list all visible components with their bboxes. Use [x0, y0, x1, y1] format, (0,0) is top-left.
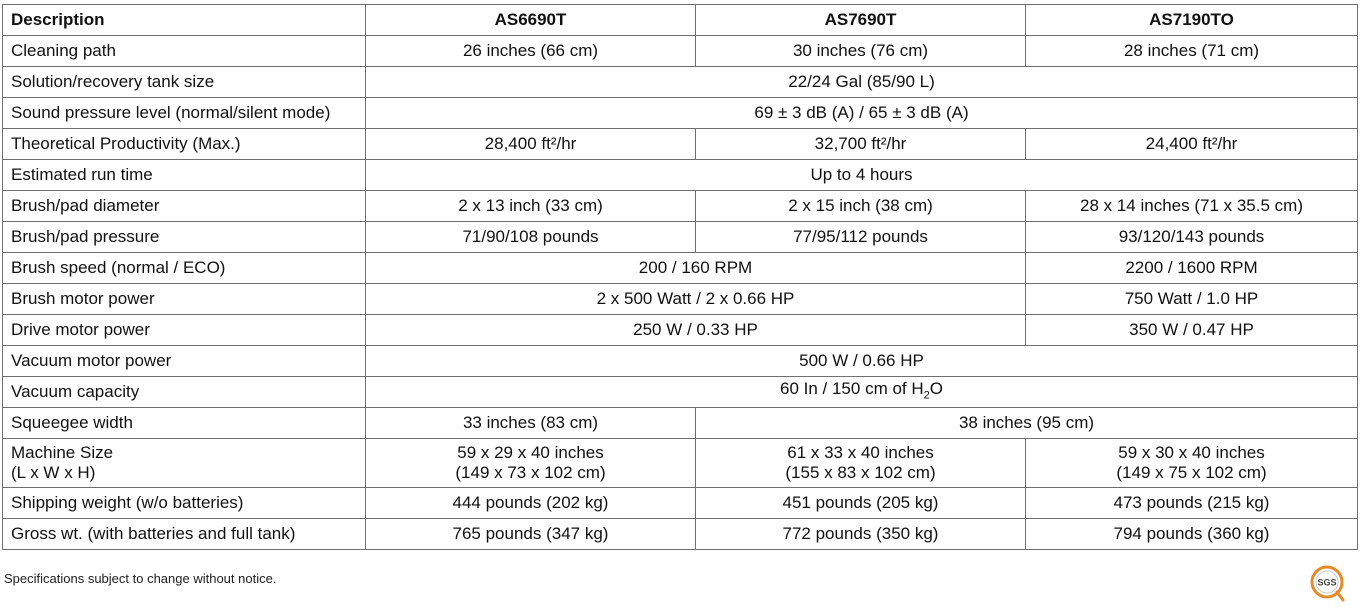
row-label: Drive motor power [3, 315, 366, 346]
row-label: Estimated run time [3, 160, 366, 191]
row-label: Cleaning path [3, 36, 366, 67]
row-label: Vacuum capacity [3, 377, 366, 408]
cell-value: 451 pounds (205 kg) [696, 488, 1026, 519]
header-row [3, 5, 1358, 36]
footnote: Specifications subject to change without notice. [4, 571, 277, 586]
subscript-text: 2 [923, 389, 930, 402]
row-label: Brush motor power [3, 284, 366, 315]
row-label: Vacuum motor power [3, 346, 366, 377]
header-model-3: AS7190TO [1026, 5, 1358, 36]
cell-value: 2 x 13 inch (33 cm) [366, 191, 696, 222]
header-model-2: AS7690T [696, 5, 1026, 36]
cell-value: 24,400 ft²/hr [1026, 129, 1358, 160]
row-label [3, 439, 366, 488]
row-label: Sound pressure level (normal/silent mode) [3, 98, 366, 129]
cell-value: 772 pounds (350 kg) [696, 519, 1026, 550]
row-label: Shipping weight (w/o batteries) [3, 488, 366, 519]
cell-value: 2200 / 1600 RPM [1026, 253, 1358, 284]
value-text: 60 In / 150 cm of H [780, 378, 924, 398]
table-row [3, 488, 1358, 519]
cell-value [1026, 439, 1358, 488]
cell-value [366, 439, 696, 488]
label-line: Machine Size [11, 443, 114, 462]
value-line: (149 x 73 x 102 cm) [455, 463, 606, 482]
cell-value: 350 W / 0.47 HP [1026, 315, 1358, 346]
row-label: Brush/pad diameter [3, 191, 366, 222]
cell-value: 30 inches (76 cm) [696, 36, 1026, 67]
cell-value: 77/95/112 pounds [696, 222, 1026, 253]
header-model-1: AS6690T [366, 5, 696, 36]
value-line: 59 x 30 x 40 inches [1118, 443, 1265, 462]
row-label: Brush speed (normal / ECO) [3, 253, 366, 284]
table-row [3, 67, 1358, 98]
value-line: 59 x 29 x 40 inches [457, 443, 604, 462]
cell-value: 765 pounds (347 kg) [366, 519, 696, 550]
value-line: (155 x 83 x 102 cm) [785, 463, 936, 482]
row-label: Brush/pad pressure [3, 222, 366, 253]
table-row [3, 191, 1358, 222]
cell-value: 794 pounds (360 kg) [1026, 519, 1358, 550]
value-text: O [929, 378, 943, 398]
cell-value: 71/90/108 pounds [366, 222, 696, 253]
label-line: (L x W x H) [11, 463, 96, 482]
cell-value: 28,400 ft²/hr [366, 129, 696, 160]
table-row [3, 36, 1358, 67]
cell-value: 750 Watt / 1.0 HP [1026, 284, 1358, 315]
cell-value: 200 / 160 RPM [366, 253, 1026, 284]
cell-value: 250 W / 0.33 HP [366, 315, 1026, 346]
table-row [3, 129, 1358, 160]
cell-value: 28 x 14 inches (71 x 35.5 cm) [1026, 191, 1358, 222]
header-description: Description [3, 5, 366, 36]
sgs-certification-logo [1307, 564, 1347, 604]
table-row [3, 315, 1358, 346]
value-line: (149 x 75 x 102 cm) [1116, 463, 1267, 482]
cell-value [366, 377, 1358, 408]
table-row [3, 519, 1358, 550]
cell-value: 2 x 500 Watt / 2 x 0.66 HP [366, 284, 1026, 315]
cell-value: 444 pounds (202 kg) [366, 488, 696, 519]
table-row [3, 222, 1358, 253]
row-label: Theoretical Productivity (Max.) [3, 129, 366, 160]
table-row [3, 98, 1358, 129]
cell-value [696, 439, 1026, 488]
cell-value: 32,700 ft²/hr [696, 129, 1026, 160]
cell-value: 26 inches (66 cm) [366, 36, 696, 67]
value-line: 61 x 33 x 40 inches [787, 443, 934, 462]
cell-value: 93/120/143 pounds [1026, 222, 1358, 253]
cell-value: Up to 4 hours [366, 160, 1358, 191]
table-row [3, 439, 1358, 488]
table-row [3, 408, 1358, 439]
table-row [3, 377, 1358, 408]
logo-text: SGS [1317, 577, 1337, 588]
cell-value: 33 inches (83 cm) [366, 408, 696, 439]
table-row [3, 253, 1358, 284]
table-row [3, 160, 1358, 191]
table-row [3, 284, 1358, 315]
cell-value: 500 W / 0.66 HP [366, 346, 1358, 377]
table-row [3, 346, 1358, 377]
cell-value: 38 inches (95 cm) [696, 408, 1358, 439]
cell-value: 28 inches (71 cm) [1026, 36, 1358, 67]
row-label: Squeegee width [3, 408, 366, 439]
row-label: Gross wt. (with batteries and full tank) [3, 519, 366, 550]
row-label: Solution/recovery tank size [3, 67, 366, 98]
cell-value: 22/24 Gal (85/90 L) [366, 67, 1358, 98]
spec-table [2, 4, 1358, 550]
cell-value: 2 x 15 inch (38 cm) [696, 191, 1026, 222]
cell-value: 69 ± 3 dB (A) / 65 ± 3 dB (A) [366, 98, 1358, 129]
cell-value: 473 pounds (215 kg) [1026, 488, 1358, 519]
